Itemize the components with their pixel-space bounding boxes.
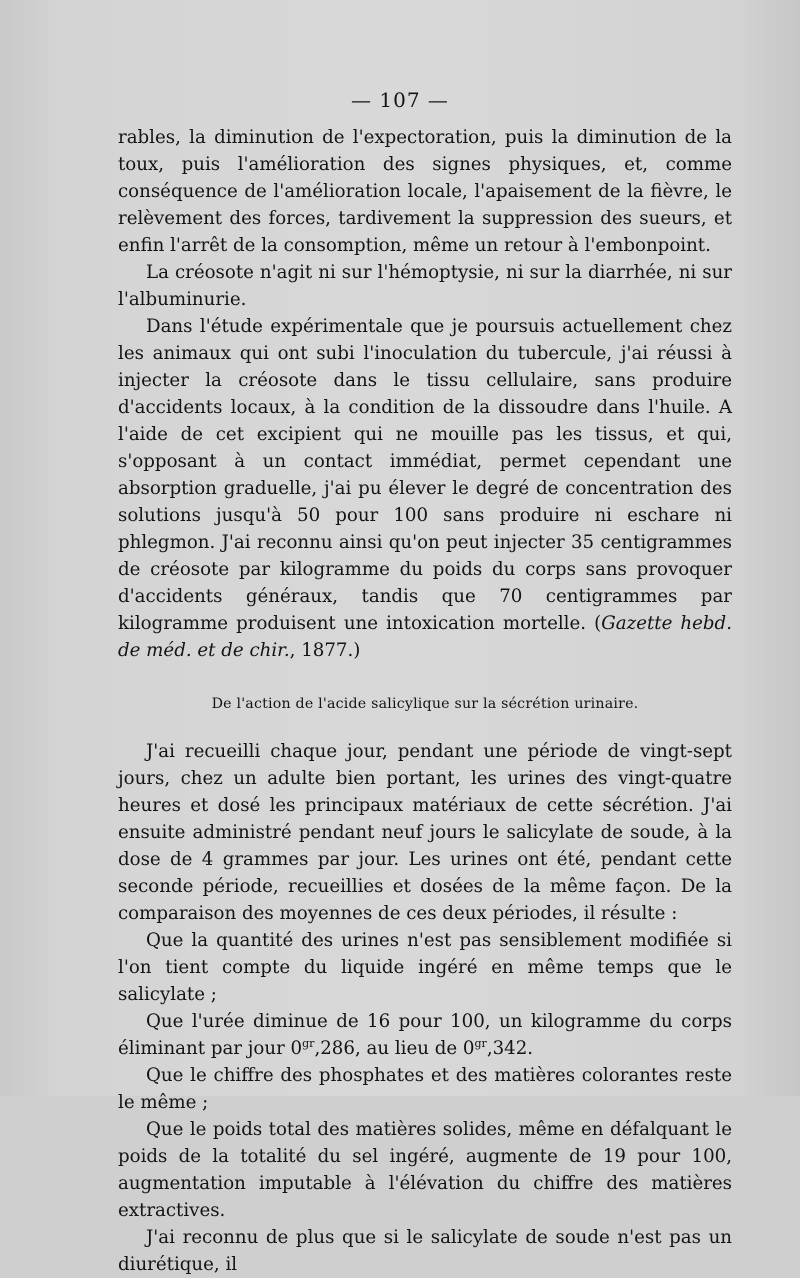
urea-text-end: ,342. [486, 1038, 534, 1059]
urea-text-middle: ,286, au lieu de 0 [314, 1038, 475, 1059]
paragraph-urea [118, 1008, 732, 1062]
paragraph-phosphates: Que le chiffre des phosphates et des matières colorantes reste le même ; [118, 1065, 732, 1113]
gram-unit-1: gr [302, 1036, 315, 1050]
urea-text-start: Que l'urée diminue de 16 pour 100, un kilogramme du corps éliminant par jour 0 [118, 1011, 732, 1059]
paragraph-solids: Que le poids total des matières solides, même en défalquant le poids de la totalité du sel ingéré, augmente de 19 pour 100, augmentation imputable à l'élévation du chiffre des matières extractives. [118, 1119, 732, 1221]
paragraph-creosote-effects: La créosote n'agit ni sur l'hémoptysie, ni sur la diarrhée, ni sur l'albuminurie. [118, 262, 732, 310]
citation-year: , 1877.) [289, 640, 361, 661]
experimental-study-text: Dans l'étude expérimentale que je poursuis actuellement chez les animaux qui ont subi l'inoculation du tubercule, j'ai réussi à injecter la créosote dans le tissu cellulaire, sans produire d'accidents locaux, à la condition de la dissoudre dans l'huile. A l'aide de cet excipient qui ne mouille pas les tissus, et qui, s'opposant à un contact immédiat, permet cependant une absorption graduelle, j'ai pu élever le degré de concentration des solutions jusqu'à 50 pour 100 sans produire ni eschare ni phlegmon. J'ai reconnu ainsi qu'on peut injecter 35 centigrammes de créosote par kilogramme du poids du corps sans provoquer d'accidents généraux, tandis que 70 centigrammes par kilogramme produisent une intoxication mortelle. ( [118, 316, 732, 634]
page-body [118, 124, 732, 1278]
page-number: — 107 — [351, 88, 449, 112]
paragraph-diuretic: J'ai reconnu de plus que si le salicylate de soude n'est pas un diurétique, il [118, 1227, 732, 1275]
journal-citation: Gazette hebd. de méd. et de chir. [118, 613, 732, 661]
paragraph-urine-quantity: Que la quantité des urines n'est pas sensiblement modifiée si l'on tient compte du liquide ingéré en même temps que le salicylate ; [118, 930, 732, 1005]
paragraph-urine-study: J'ai recueilli chaque jour, pendant une période de vingt-sept jours, chez un adulte bien portant, les urines des vingt-quatre heures et dosé les principaux matériaux de cette sécrétion. J'ai ensuite administré pendant neuf jours le salicylate de soude, à la dose de 4 grammes par jour. Les urines ont été, pendant cette seconde période, recueillies et dosées de la même façon. De la comparaison des moyennes de ces deux périodes, il résulte : [118, 741, 732, 924]
section-heading: De l'action de l'acide salicylique sur la sécrétion urinaire. [211, 696, 639, 712]
gram-unit-2: gr [474, 1036, 487, 1050]
paragraph-continuation: rables, la diminution de l'expectoration, puis la diminution de la toux, puis l'amélioration des signes physiques, et, comme conséquence de l'amélioration locale, l'apaisement de la fièvre, le relèvement des forces, tardivement la suppression des sueurs, et enfin l'arrêt de la consomption, même un retour à l'embonpoint. [118, 127, 732, 256]
paragraph-experimental-study [118, 313, 732, 664]
